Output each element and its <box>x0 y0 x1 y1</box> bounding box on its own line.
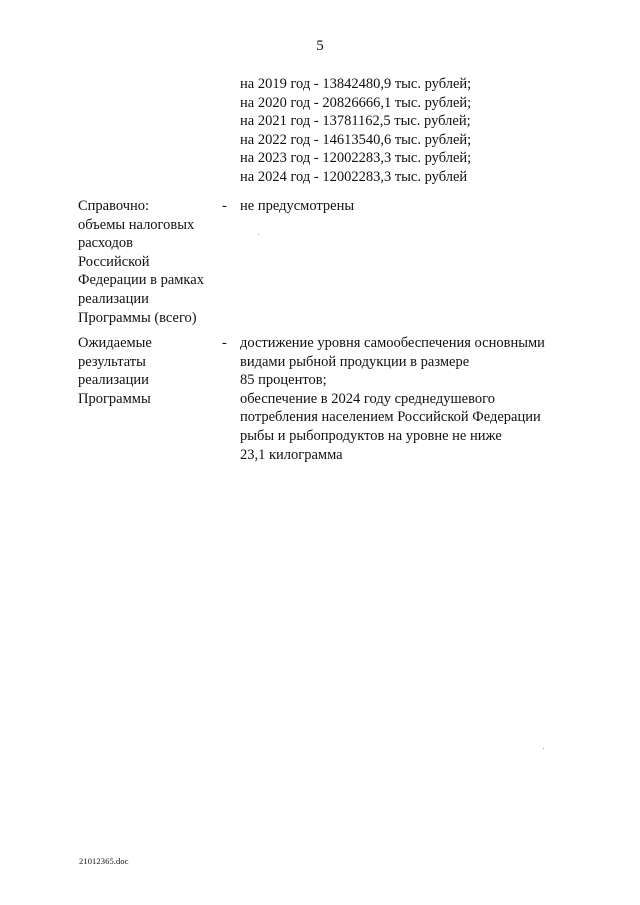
results-label-line: реализации <box>78 372 149 389</box>
results-row-value <box>240 334 545 464</box>
results-row-dash: - <box>222 335 227 351</box>
results-value-line: потребления населением Российской Федерации <box>240 409 541 426</box>
funding-line-2023: на 2023 год - 12002283,3 тыс. рублей; <box>240 150 472 167</box>
results-label-line: Ожидаемые <box>78 335 152 351</box>
page-number: 5 <box>316 38 324 54</box>
reference-label-line: объемы налоговых <box>78 216 195 233</box>
reference-label-line: Программы (всего) <box>78 309 197 326</box>
reference-label-line: Российской <box>78 253 150 270</box>
funding-line-2022: на 2022 год - 14613540,6 тыс. рублей; <box>240 131 472 148</box>
funding-line-2020: на 2020 год - 20826666,1 тыс. рублей; <box>240 94 472 111</box>
results-value-line: достижение уровня самообеспечения основными <box>240 335 545 351</box>
reference-label-line: реализации <box>78 290 149 307</box>
reference-row-label <box>78 197 204 327</box>
funding-line-2019: на 2019 год - 13842480,9 тыс. рублей; <box>240 76 472 92</box>
funding-by-year-list <box>240 75 471 187</box>
reference-row-value <box>240 197 354 216</box>
results-row-label <box>78 334 152 408</box>
results-label-line: результаты <box>78 353 146 370</box>
reference-value-line: не предусмотрены <box>240 198 355 214</box>
scan-speck <box>543 748 544 749</box>
funding-line-2024: на 2024 год - 12002283,3 тыс. рублей <box>240 168 468 185</box>
footer-document-code: 21012365.doc <box>79 856 129 866</box>
results-label-line: Программы <box>78 390 151 407</box>
results-value-line: рыбы и рыбопродуктов на уровне не ниже <box>240 427 502 444</box>
results-value-line: 23,1 килограмма <box>240 446 343 463</box>
funding-line-2021: на 2021 год - 13781162,5 тыс. рублей; <box>240 113 471 130</box>
reference-label-line: расходов <box>78 235 133 252</box>
reference-row-dash: - <box>222 198 227 214</box>
results-value-line: видами рыбной продукции в размере <box>240 353 470 370</box>
results-value-line: обеспечение в 2024 году среднедушевого <box>240 390 495 407</box>
reference-label-line: Федерации в рамках <box>78 272 204 289</box>
reference-label-line: Справочно: <box>78 198 150 214</box>
scan-speck <box>258 234 259 235</box>
results-value-line: 85 процентов; <box>240 372 327 389</box>
